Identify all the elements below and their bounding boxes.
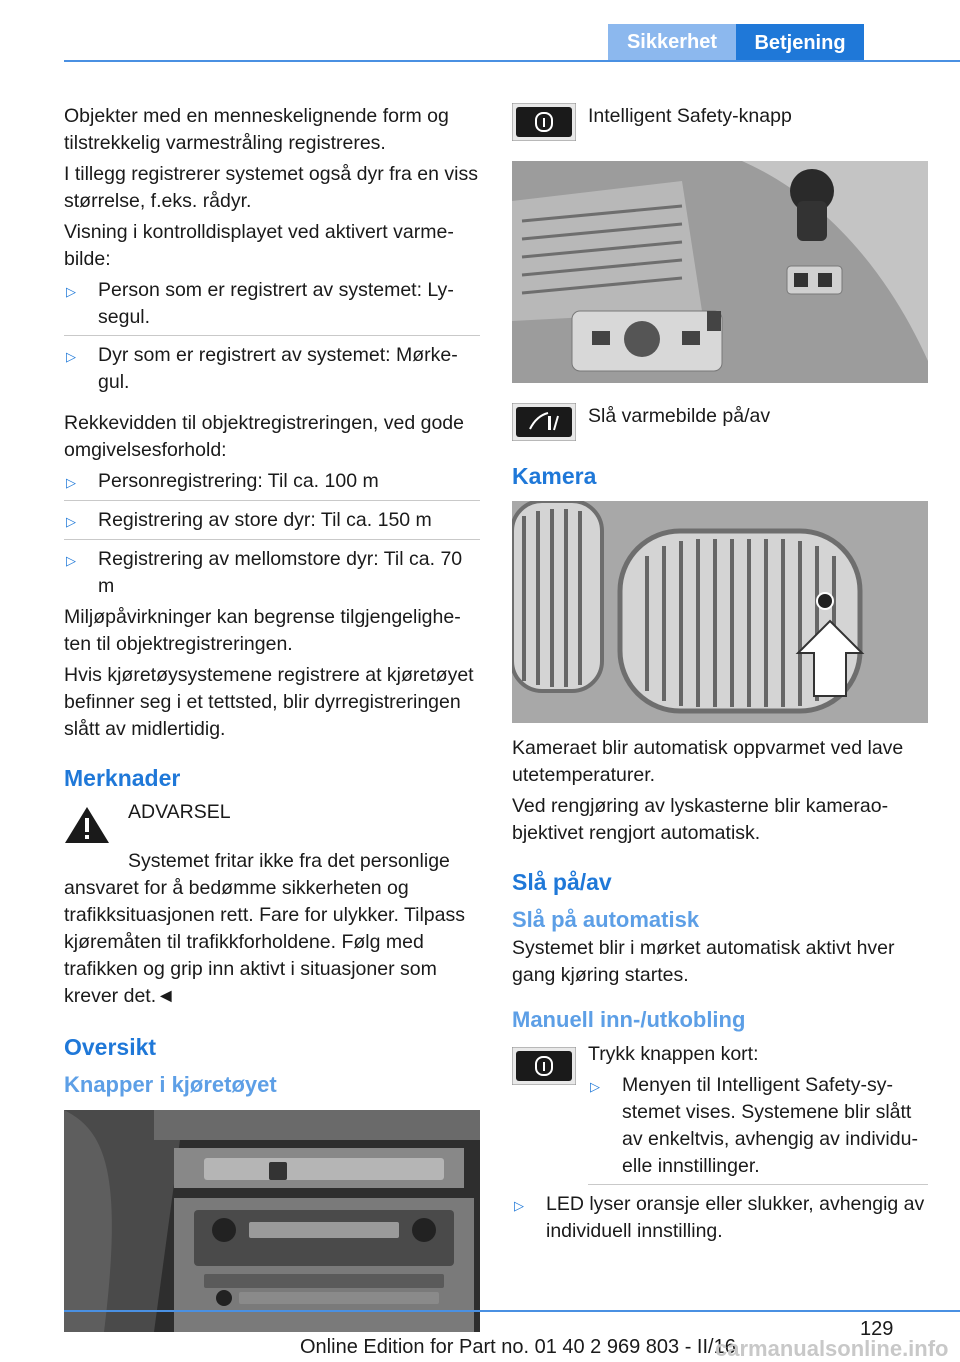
watermark-text: carmanualsonline.info <box>715 1336 949 1361</box>
triangle-bullet-icon: ▷ <box>514 1198 524 1213</box>
intelligent-safety-row <box>512 103 928 141</box>
press-instruction: Trykk knappen kort: <box>588 1043 759 1065</box>
range-list <box>64 468 480 600</box>
warning-triangle-icon <box>64 799 128 850</box>
intelligent-safety-label: Intelligent Safety-knapp <box>588 105 792 127</box>
paragraph: Hvis kjøretøysystemene registrere at kjøretøyet befinner seg i et tettsted, blir dyrregistreringen slått av midlertidig. <box>64 664 474 740</box>
left-column <box>64 103 480 1332</box>
tab-section-sikkerhet[interactable]: Sikkerhet <box>608 24 736 60</box>
color-list <box>64 277 480 396</box>
heading-sla-pa-av: Slå på/av <box>512 869 612 895</box>
paragraph: Rekkevidden til objektregistreringen, ved gode omgivelsesforhold: <box>64 412 464 461</box>
page-number: 129 <box>860 1318 894 1340</box>
manual-toggle-block <box>512 1041 928 1191</box>
list-item: ▷ Menyen til Intelligent Safety-systemet vises. Systemene blir slått av enkeltvis, avhengig av individuelle innstillinger. <box>588 1072 928 1185</box>
heading-manuell: Manuell inn-/utkobling <box>512 1007 746 1032</box>
heading-merknader: Merknader <box>64 765 181 791</box>
paragraph: Visning i kontrolldisplayet ved aktivert varmebilde: <box>64 221 454 270</box>
header-rule <box>64 60 960 62</box>
triangle-bullet-icon: ▷ <box>66 514 76 529</box>
triangle-bullet-icon: ▷ <box>66 553 76 568</box>
warning-block <box>64 799 480 850</box>
heading-oversikt: Oversikt <box>64 1034 157 1060</box>
edition-text: Online Edition for Part no. 01 40 2 969 803 - II/16 <box>300 1336 736 1358</box>
triangle-bullet-icon: ▷ <box>590 1079 600 1094</box>
warning-text: Systemet fritar ikke fra det personlige ansvaret for å bedømme sikkerheten og trafikksituasjonen rett. Fare for ulykker. Tilpass kjøremåten til trafikkforholdene. Følg med trafikken og grip inn aktivt i situasjoner som krever det.◄ <box>64 850 465 1007</box>
list-item: ▷ Dyr som er registrert av systemet: Mørkegul. <box>64 342 480 396</box>
paragraph: I tillegg registrerer systemet også dyr fra en viss størrelse, f.eks. rådyr. <box>64 163 478 212</box>
intelligent-safety-button-icon <box>512 1047 576 1085</box>
thermal-image-label: Slå varmebilde på/av <box>588 405 771 427</box>
heading-sla-pa-automatisk: Slå på automatisk <box>512 907 700 932</box>
heading-knapper: Knapper i kjøretøyet <box>64 1072 277 1097</box>
right-column <box>512 103 928 1249</box>
paragraph: Systemet blir i mørket automatisk aktivt hver gang kjøring startes. <box>512 937 895 986</box>
triangle-bullet-icon: ▷ <box>66 284 76 299</box>
dashboard-buttons-image <box>64 1110 480 1332</box>
kidney-grille-camera-image <box>512 501 928 723</box>
triangle-bullet-icon: ▷ <box>66 475 76 490</box>
night-vision-button-icon <box>512 403 576 441</box>
footer-rule <box>64 1310 960 1312</box>
list-item: ▷ Registrering av mellomstore dyr: Til ca. 70 m <box>64 546 480 600</box>
list-item: ▷ Personregistrering: Til ca. 100 m <box>64 468 480 501</box>
warning-title: ADVARSEL <box>128 801 231 823</box>
list-item: ▷ Person som er registrert av systemet: Lysegul. <box>64 277 480 336</box>
heading-kamera: Kamera <box>512 463 597 489</box>
paragraph: Ved rengjøring av lyskasterne blir kameraobjektivet rengjort automatisk. <box>512 795 889 844</box>
intelligent-safety-button-icon <box>512 103 576 141</box>
paragraph: Objekter med en menneskelignende form og tilstrekkelig varmestråling registreres. <box>64 105 449 154</box>
triangle-bullet-icon: ▷ <box>66 349 76 364</box>
paragraph: Miljøpåvirkninger kan begrense tilgjengeligheten til objektregistreringen. <box>64 606 461 655</box>
tab-chapter-betjening[interactable]: Betjening <box>736 24 864 62</box>
steering-column-image <box>512 161 928 383</box>
list-item: ▷ LED lyser oransje eller slukker, avhengig av individuell innstilling. <box>512 1191 928 1245</box>
paragraph: Kameraet blir automatisk oppvarmet ved lave utetemperaturer. <box>512 737 904 786</box>
thermal-image-row <box>512 403 928 441</box>
list-item: ▷ Registrering av store dyr: Til ca. 150 m <box>64 507 480 540</box>
